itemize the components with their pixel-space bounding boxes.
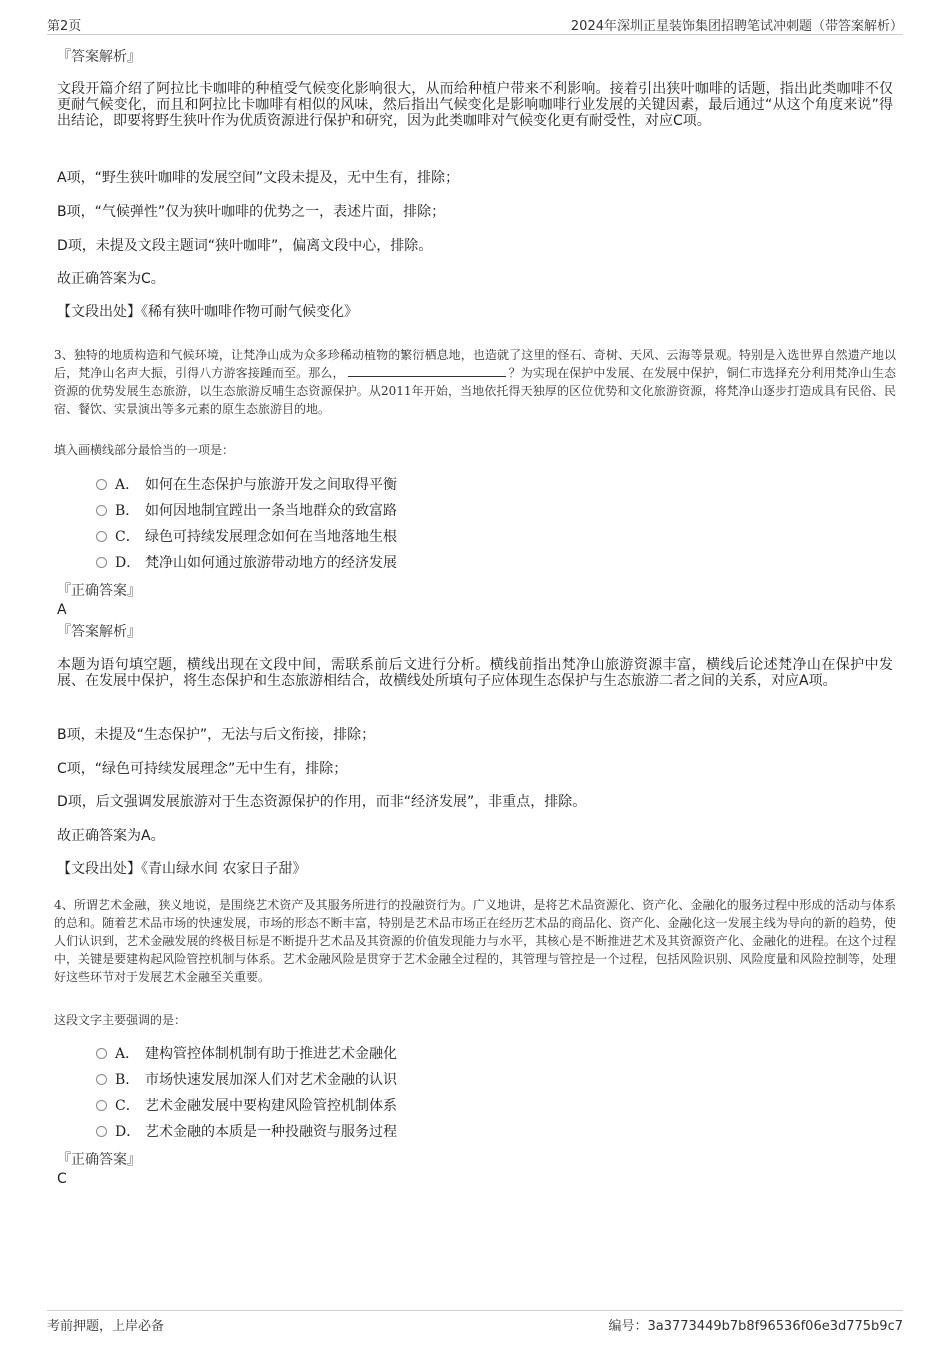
page-footer — [47, 1310, 903, 1335]
q3-answer: A — [57, 602, 67, 618]
q3-stem-part1: 3、独特的地质构造和气候环境，让梵净山成为众多珍稀动植物的繁衍栖息地，也造就了这里的怪石、奇树、天风、云海等景观。特别是入选世界自然遗产地以后，梵净山名声大振，引得八方游客接踵而至。那么， — [54, 348, 896, 380]
q3-analysis-label: 『答案解析』 — [57, 624, 141, 640]
q4-option-a[interactable]: A． 建构管控体制机制有助于推进艺术金融化 — [96, 1043, 397, 1065]
q3-conclusion: 故正确答案为A。 — [57, 828, 165, 844]
radio-icon[interactable] — [96, 531, 107, 542]
radio-icon[interactable] — [96, 1126, 107, 1137]
q3-answer-label: 『正确答案』 — [57, 583, 141, 599]
q2-analysis-label: 『答案解析』 — [57, 49, 141, 65]
q3-source: 【文段出处】《青山绿水间 农家日子甜》 — [57, 861, 307, 877]
page-number: 第2页 — [47, 19, 82, 34]
q3-fill-blank — [348, 364, 506, 377]
q3-line-d: D项，后文强调发展旅游对于生态资源保护的作用，而非“经济发展”，非重点，排除。 — [57, 794, 587, 810]
radio-icon[interactable] — [96, 1048, 107, 1059]
radio-icon[interactable] — [96, 557, 107, 568]
q3-line-c: C项，“绿色可持续发展理念”无中生有，排除； — [57, 761, 348, 777]
radio-icon[interactable] — [96, 1100, 107, 1111]
q3-prompt: 填入画横线部分最恰当的一项是： — [54, 443, 235, 457]
footer-slogan: 考前押题，上岸必备 — [47, 1319, 165, 1334]
q4-stem: 4、所谓艺术金融，狭义地说，是围绕艺术资产及其服务所进行的投融资行为。广义地讲，是将艺术品资源化、资产化、金融化的服务过程中形成的活动与体系的总和。随着艺术品市场的快速发展，市场的形态不断丰富，特别是艺术品市场正在经历艺术品的商品化、资产化、金融化这一发展主线为导向的新的趋势，使人们认识到，艺术金融发展的终极目标是不断提升艺术品及其资源的价值发现能力与水平，其核心是不断推进艺术及其资源资产化、金融化的进程。在这个过程中，关键是要建构起风险管控机制与体系。艺术金融风险是贯穿于艺术金融全过程的，其管理与管控是一个过程，包括风险识别、风险度量和风险控制等，处理好这些环节对于发展艺术金融至关重要。 — [54, 898, 896, 984]
q4-option-b[interactable]: B． 市场快速发展加深人们对艺术金融的认识 — [96, 1069, 397, 1091]
q3-option-b[interactable]: B． 如何因地制宜蹚出一条当地群众的致富路 — [96, 500, 397, 522]
q2-source: 【文段出处】《稀有狭叶咖啡作物可耐气候变化》 — [57, 304, 358, 320]
q4-prompt: 这段文字主要强调的是： — [54, 1013, 187, 1027]
q3-analysis-text: 本题为语句填空题，横线出现在文段中间，需联系前后文进行分析。横线前指出梵净山旅游资源丰富，横线后论述梵净山在保护中发展、在发展中保护，将生态保护和生态旅游相结合，故横线处所填句子应体现生态保护与生态旅游二者之间的关系，对应A项。 — [57, 657, 893, 689]
q3-line-b: B项，未提及“生态保护”，无法与后文衔接，排除； — [57, 727, 376, 743]
q4-answer-label: 『正确答案』 — [57, 1152, 141, 1168]
radio-icon[interactable] — [96, 505, 107, 516]
q4-option-d[interactable]: D． 艺术金融的本质是一种投融资与服务过程 — [96, 1121, 397, 1143]
page-header — [47, 14, 903, 35]
q3-option-a[interactable]: A． 如何在生态保护与旅游开发之间取得平衡 — [96, 474, 397, 496]
q3-stem — [54, 346, 896, 418]
q4-answer: C — [57, 1171, 67, 1187]
radio-icon[interactable] — [96, 1074, 107, 1085]
q2-conclusion: 故正确答案为C。 — [57, 271, 165, 287]
document-code: 编号：3a3773449b7b8f96536f06e3d775b9c7 — [608, 1319, 903, 1334]
q4-option-c[interactable]: C． 艺术金融发展中要构建风险管控机制体系 — [96, 1095, 397, 1117]
q2-analysis-text: 文段开篇介绍了阿拉比卡咖啡的种植受气候变化影响很大，从而给种植户带来不利影响。接着引出狭叶咖啡的话题，指出此类咖啡不仅更耐气候变化，而且和阿拉比卡咖啡有相似的风味，然后指出气候变化是影响咖啡行业发展的关键因素，最后通过“从这个角度来说”得出结论，即要将野生狭叶作为优质资源进行保护和研究，因为此类咖啡对气候变化更有耐受性，对应C项。 — [57, 81, 893, 129]
q2-line-b: B项，“气候弹性”仅为狭叶咖啡的优势之一，表述片面，排除； — [57, 204, 446, 220]
q3-option-c[interactable]: C． 绿色可持续发展理念如何在当地落地生根 — [96, 526, 397, 548]
document-title: 2024年深圳正星装饰集团招聘笔试冲刺题（带答案解析） — [570, 19, 903, 34]
q2-line-d: D项，未提及文段主题词“狭叶咖啡”，偏离文段中心，排除。 — [57, 238, 433, 254]
q3-stem-part2: ？为实现在保护中发展、在发展中保护，铜仁市选择充分利用梵净山生态资源的优势发展生态旅游，以生态旅游反哺生态资源保护。从2011年开始，当地依托得天独厚的区位优势和文化旅游资源，将梵净山逐步打造成具有民俗、民宿、餐饮、实景演出等多元素的原生态旅游目的地。 — [54, 366, 896, 416]
radio-icon[interactable] — [96, 479, 107, 490]
q2-line-a: A项，“野生狭叶咖啡的发展空间”文段未提及，无中生有，排除； — [57, 170, 460, 186]
q3-option-d[interactable]: D． 梵净山如何通过旅游带动地方的经济发展 — [96, 552, 397, 574]
